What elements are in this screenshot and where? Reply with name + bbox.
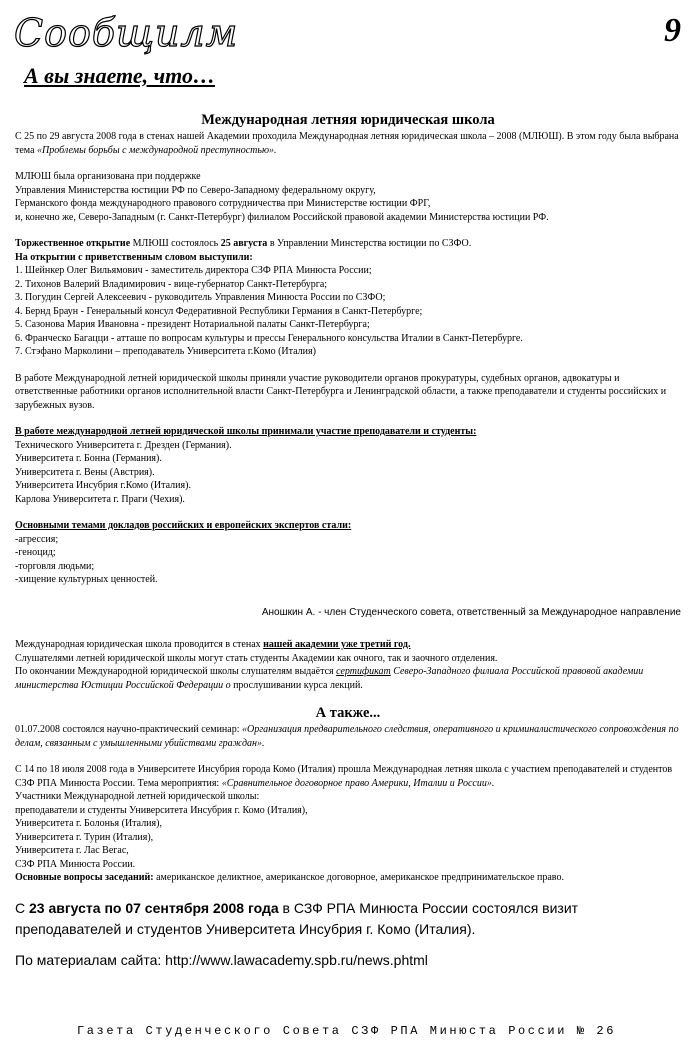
university-item: Технического Университета г. Дрезден (Германия).: [15, 439, 232, 451]
org-line: Германского фонда международного правового сотрудничества при Министерстве юстиции ФРГ,: [15, 198, 431, 209]
como-line: СЗФ РПА Минюста России.: [15, 858, 136, 870]
info-text: Международная юридическая школа проводится в стенах: [15, 639, 264, 650]
certificate-end: прослушивании курса лекций.: [230, 679, 363, 691]
como-paragraph: [15, 763, 681, 790]
speaker-item: 4. Бернд Браун - Генеральный консул Федеративной Республики Германия в Санкт-Петербурге;: [15, 305, 423, 317]
visit-paragraph: [15, 898, 681, 940]
como-line: Университета г. Лас Вегас,: [15, 845, 129, 856]
university-item: Карлова Университета г. Праги (Чехия).: [15, 493, 185, 505]
info-line: Слушателями летней юридической школы могут стать студенты Академии как очного, так и заочного отделения.: [15, 652, 498, 664]
speaker-item: 1. Шейнкер Олег Вильямович - заместитель директора СЗФ РПА Минюста России;: [15, 265, 372, 276]
masthead-title: Сообщилм: [14, 11, 239, 55]
section-heading: А вы знаете, что…: [24, 63, 215, 88]
opening-date: 25 августа: [220, 238, 268, 249]
speaker-item: 5. Сазонова Мария Ивановна - президент Нотариальной палаты Санкт-Петербурга;: [15, 319, 370, 330]
como-line: Университета г. Болонья (Италия),: [15, 818, 162, 829]
certificate-issuer: Северо-Западного филиала Российской правовой академии министерства Юстиции Российской Федерации о: [15, 666, 644, 691]
participants-paragraph: В работе Международной летней юридической школы приняли участие руководители органов прокуратуры, судебных органов, адвокатуры и ответственные работники органов исполнительной власти Санкт-Петербурга и Ленинградской области, а также преподаватели и студенты российских и зарубежных вузов.: [15, 372, 667, 411]
newspaper-footer: Газета Студенческого Совета СЗФ РПА Минюста России № 26: [76, 1024, 617, 1038]
como-line: Участники Международной летней юридической школы:: [15, 791, 260, 802]
info-line: [15, 638, 681, 652]
org-line: Управления Министерства юстиции РФ по Северо-Западному федеральному округу,: [15, 184, 376, 196]
como-line: преподаватели и студенты Университета Инсубрия г. Комо (Италия),: [15, 804, 308, 816]
source-line: По материалам сайта: http://www.lawacademy.spb.ru/news.phtml: [15, 951, 428, 968]
opening-text: МЛЮШ состоялось: [130, 238, 221, 249]
issues-label: Основные вопросы заседаний:: [15, 872, 154, 883]
visit-text: в СЗФ РПА Минюста России состоялся визит преподавателей и студентов Университета Инсубрия г. Комо (Италия).: [15, 899, 579, 937]
topic-item: -геноцид;: [15, 547, 56, 558]
org-line: МЛЮШ была организована при поддержке: [15, 171, 201, 182]
como-text: С 14 по 18 июля 2008 года в Университете Инсубрия города Комо (Италия) прошла Международная летняя школа с участием преподавателей и студентов СЗФ РПА Минюста России. Тема мероприятия:: [15, 764, 673, 789]
intro-text: С 25 по 29 августа 2008 года в стенах нашей Академии проходила Международная летняя юридическая школа – 2008 (МЛЮШ). В этом году была выбрана тема: [15, 131, 679, 156]
seminar-date: 01.07.2008 состоялся научно-практический семинар:: [15, 724, 242, 735]
university-item: Университета г. Бонна (Германия).: [15, 453, 162, 464]
school-title: Международная летняя юридическая школа: [201, 112, 495, 128]
visit-dates: 23 августа по 07 сентября 2008 года: [29, 899, 279, 916]
article-body: [15, 112, 681, 971]
topics-title: Основными темами докладов российских и европейских экспертов стали:: [15, 520, 352, 531]
como-line: Университета г. Турин (Италия),: [15, 831, 154, 843]
seminar-paragraph: [15, 723, 681, 750]
org-line: и, конечно же, Северо-Западным (г. Санкт-Петербург) филиалом Российской правовой академии Министерства юстиции РФ.: [15, 211, 549, 223]
intro-paragraph: [15, 130, 681, 157]
also-title: А также...: [315, 705, 381, 721]
speakers-title: На открытии с приветственным словом выступили:: [15, 251, 253, 263]
topic-item: -торговля людьми;: [15, 560, 95, 572]
issues-text: американское деликтное, американское договорное, американское предпринимательское право.: [153, 872, 564, 883]
visit-prefix: С: [15, 899, 29, 916]
intro-theme: «Проблемы борьбы с международной преступностью».: [37, 144, 277, 156]
opening-paragraph: [15, 237, 681, 251]
speaker-item: 3. Погудин Сергей Алексеевич - руководитель Управления Минюста России по СЗФО;: [15, 292, 386, 303]
speaker-item: 7. Стэфано Марколини – преподаватель Университета г.Комо (Италия): [15, 346, 316, 357]
seminar-topic: «Организация предварительного следствия, оперативного и криминалистического сопровождения по делам, связанным с умышленными убийствами граждан».: [15, 724, 679, 749]
teachers-title: В работе международной летней юридической школы принимали участие преподаватели и студенты:: [15, 426, 477, 437]
info-highlight: нашей академии уже третий год.: [263, 639, 411, 650]
topic-item: -агрессия;: [15, 533, 59, 545]
issues-paragraph: [15, 871, 681, 885]
certificate-word: сертификат: [336, 666, 391, 677]
opening-label: Торжественное открытие: [15, 238, 131, 249]
certificate-paragraph: [15, 665, 681, 692]
university-item: Университета г. Вены (Австрия).: [15, 466, 155, 478]
como-theme: «Сравнительное договорное право Америки, Италии и России».: [221, 777, 495, 789]
author-signature: Аношкин А. - член Студенческого совета, ответственный за Международное направление: [261, 606, 681, 618]
speaker-item: 6. Франческо Багацци - атташе по вопросам культуры и прессы Генерального консульства Италии в Санкт-Петербурге.: [15, 332, 523, 344]
topic-item: -хищение культурных ценностей.: [15, 574, 158, 585]
page-number: 9: [664, 12, 681, 49]
certificate-text: По окончании Международной юридической школы слушателям выдаётся: [15, 666, 337, 677]
opening-place: в Управлении Минстерства юстиции по СЗФО.: [267, 238, 472, 249]
university-item: Университета Инсубрия г.Комо (Италия).: [15, 480, 191, 491]
speaker-item: 2. Тихонов Валерий Владимирович - вице-губернатор Санкт-Петербурга;: [15, 278, 328, 290]
